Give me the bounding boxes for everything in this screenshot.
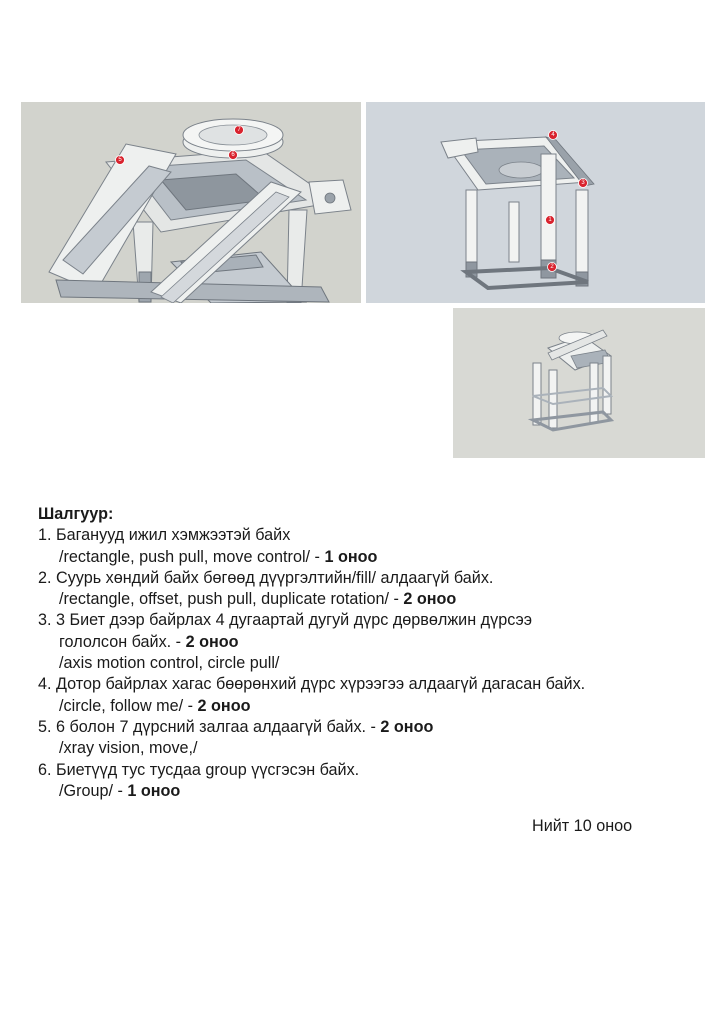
marker-6	[229, 151, 238, 160]
svg-text:6: 6	[231, 152, 235, 158]
criteria-item-title: 2. Суурь хөндий байх бөгөөд дүүргэлтийн/fill/ алдаагүй байх.	[38, 568, 494, 587]
criteria-item-title: 4. Дотор байрлах хагас бөөрөнхий дүрс хүрээгээ алдаагүй дагасан байх.	[38, 675, 586, 694]
criteria-item-detail: /rectangle, offset, push pull, duplicate rotation/ -	[59, 590, 399, 609]
criteria-item-points: 1 оноо	[324, 547, 378, 566]
criteria-item-points: 1 оноо	[127, 781, 181, 800]
total-score: Нийт 10 оноо	[532, 817, 633, 835]
criteria-item-title: 1. Баганууд ижил хэмжээтэй байх	[38, 526, 291, 545]
criteria-item-points: 2 оноо	[403, 590, 457, 609]
svg-text:3: 3	[581, 180, 585, 186]
criteria-item-detail-line	[38, 696, 698, 717]
svg-text:5: 5	[118, 157, 122, 163]
figure-closeup-view	[21, 102, 361, 303]
criteria-item	[38, 717, 698, 760]
figure-full-view	[453, 308, 705, 458]
criteria-item-detail: /xray vision, move,/	[59, 739, 198, 758]
marker-1	[546, 216, 555, 225]
criteria-item-detail: /Group/ -	[59, 781, 123, 800]
marker-2	[548, 263, 557, 272]
criteria-heading: Шалгуур:	[38, 505, 114, 523]
criteria-item	[38, 568, 698, 611]
criteria-item-title2: гололсон байх. -	[59, 632, 182, 651]
criteria-item-detail: /circle, follow me/ -	[59, 696, 194, 715]
criteria-list	[38, 525, 698, 802]
criteria-item-detail-line	[38, 589, 698, 610]
criteria-item-points: 2 оноо	[185, 632, 239, 651]
figure-underside-view	[366, 102, 705, 303]
criteria-item-points: 2 оноо	[380, 717, 434, 736]
marker-5	[116, 156, 125, 165]
criteria-item-detail-line	[38, 781, 698, 802]
svg-text:7: 7	[237, 127, 241, 133]
criteria-item	[38, 760, 698, 803]
criteria-item-title: 6. Биетүүд тус тусдаа group үүсгэсэн байх.	[38, 760, 360, 779]
criteria-item-title-line	[38, 717, 698, 738]
criteria-item	[38, 525, 698, 568]
criteria-item-title: 3. 3 Биет дээр байрлах 4 дугаартай дугуй дүрс дөрвөлжин дүрсээ	[38, 611, 532, 630]
criteria-item-detail-line	[38, 547, 698, 568]
marker-4	[549, 131, 558, 140]
svg-text:2: 2	[550, 264, 554, 270]
model-closeup-drawing	[21, 102, 361, 303]
criteria-item	[38, 674, 698, 717]
model-full-drawing	[453, 308, 705, 458]
marker-3	[579, 179, 588, 188]
criteria-item	[38, 610, 698, 674]
criteria-item-detail: /axis motion control, circle pull/	[59, 654, 280, 673]
svg-text:4: 4	[551, 132, 555, 138]
svg-text:1: 1	[548, 217, 552, 223]
criteria-section	[38, 504, 698, 802]
criteria-item-points: 2 оноо	[197, 696, 251, 715]
marker-7	[235, 126, 244, 135]
model-underside-drawing	[366, 102, 705, 303]
criteria-item-detail: /rectangle, push pull, move control/ -	[59, 547, 320, 566]
criteria-item-title-continued	[38, 632, 698, 653]
criteria-item-title: 5. 6 болон 7 дүрсний залгаа алдаагүй байх. -	[38, 717, 376, 736]
